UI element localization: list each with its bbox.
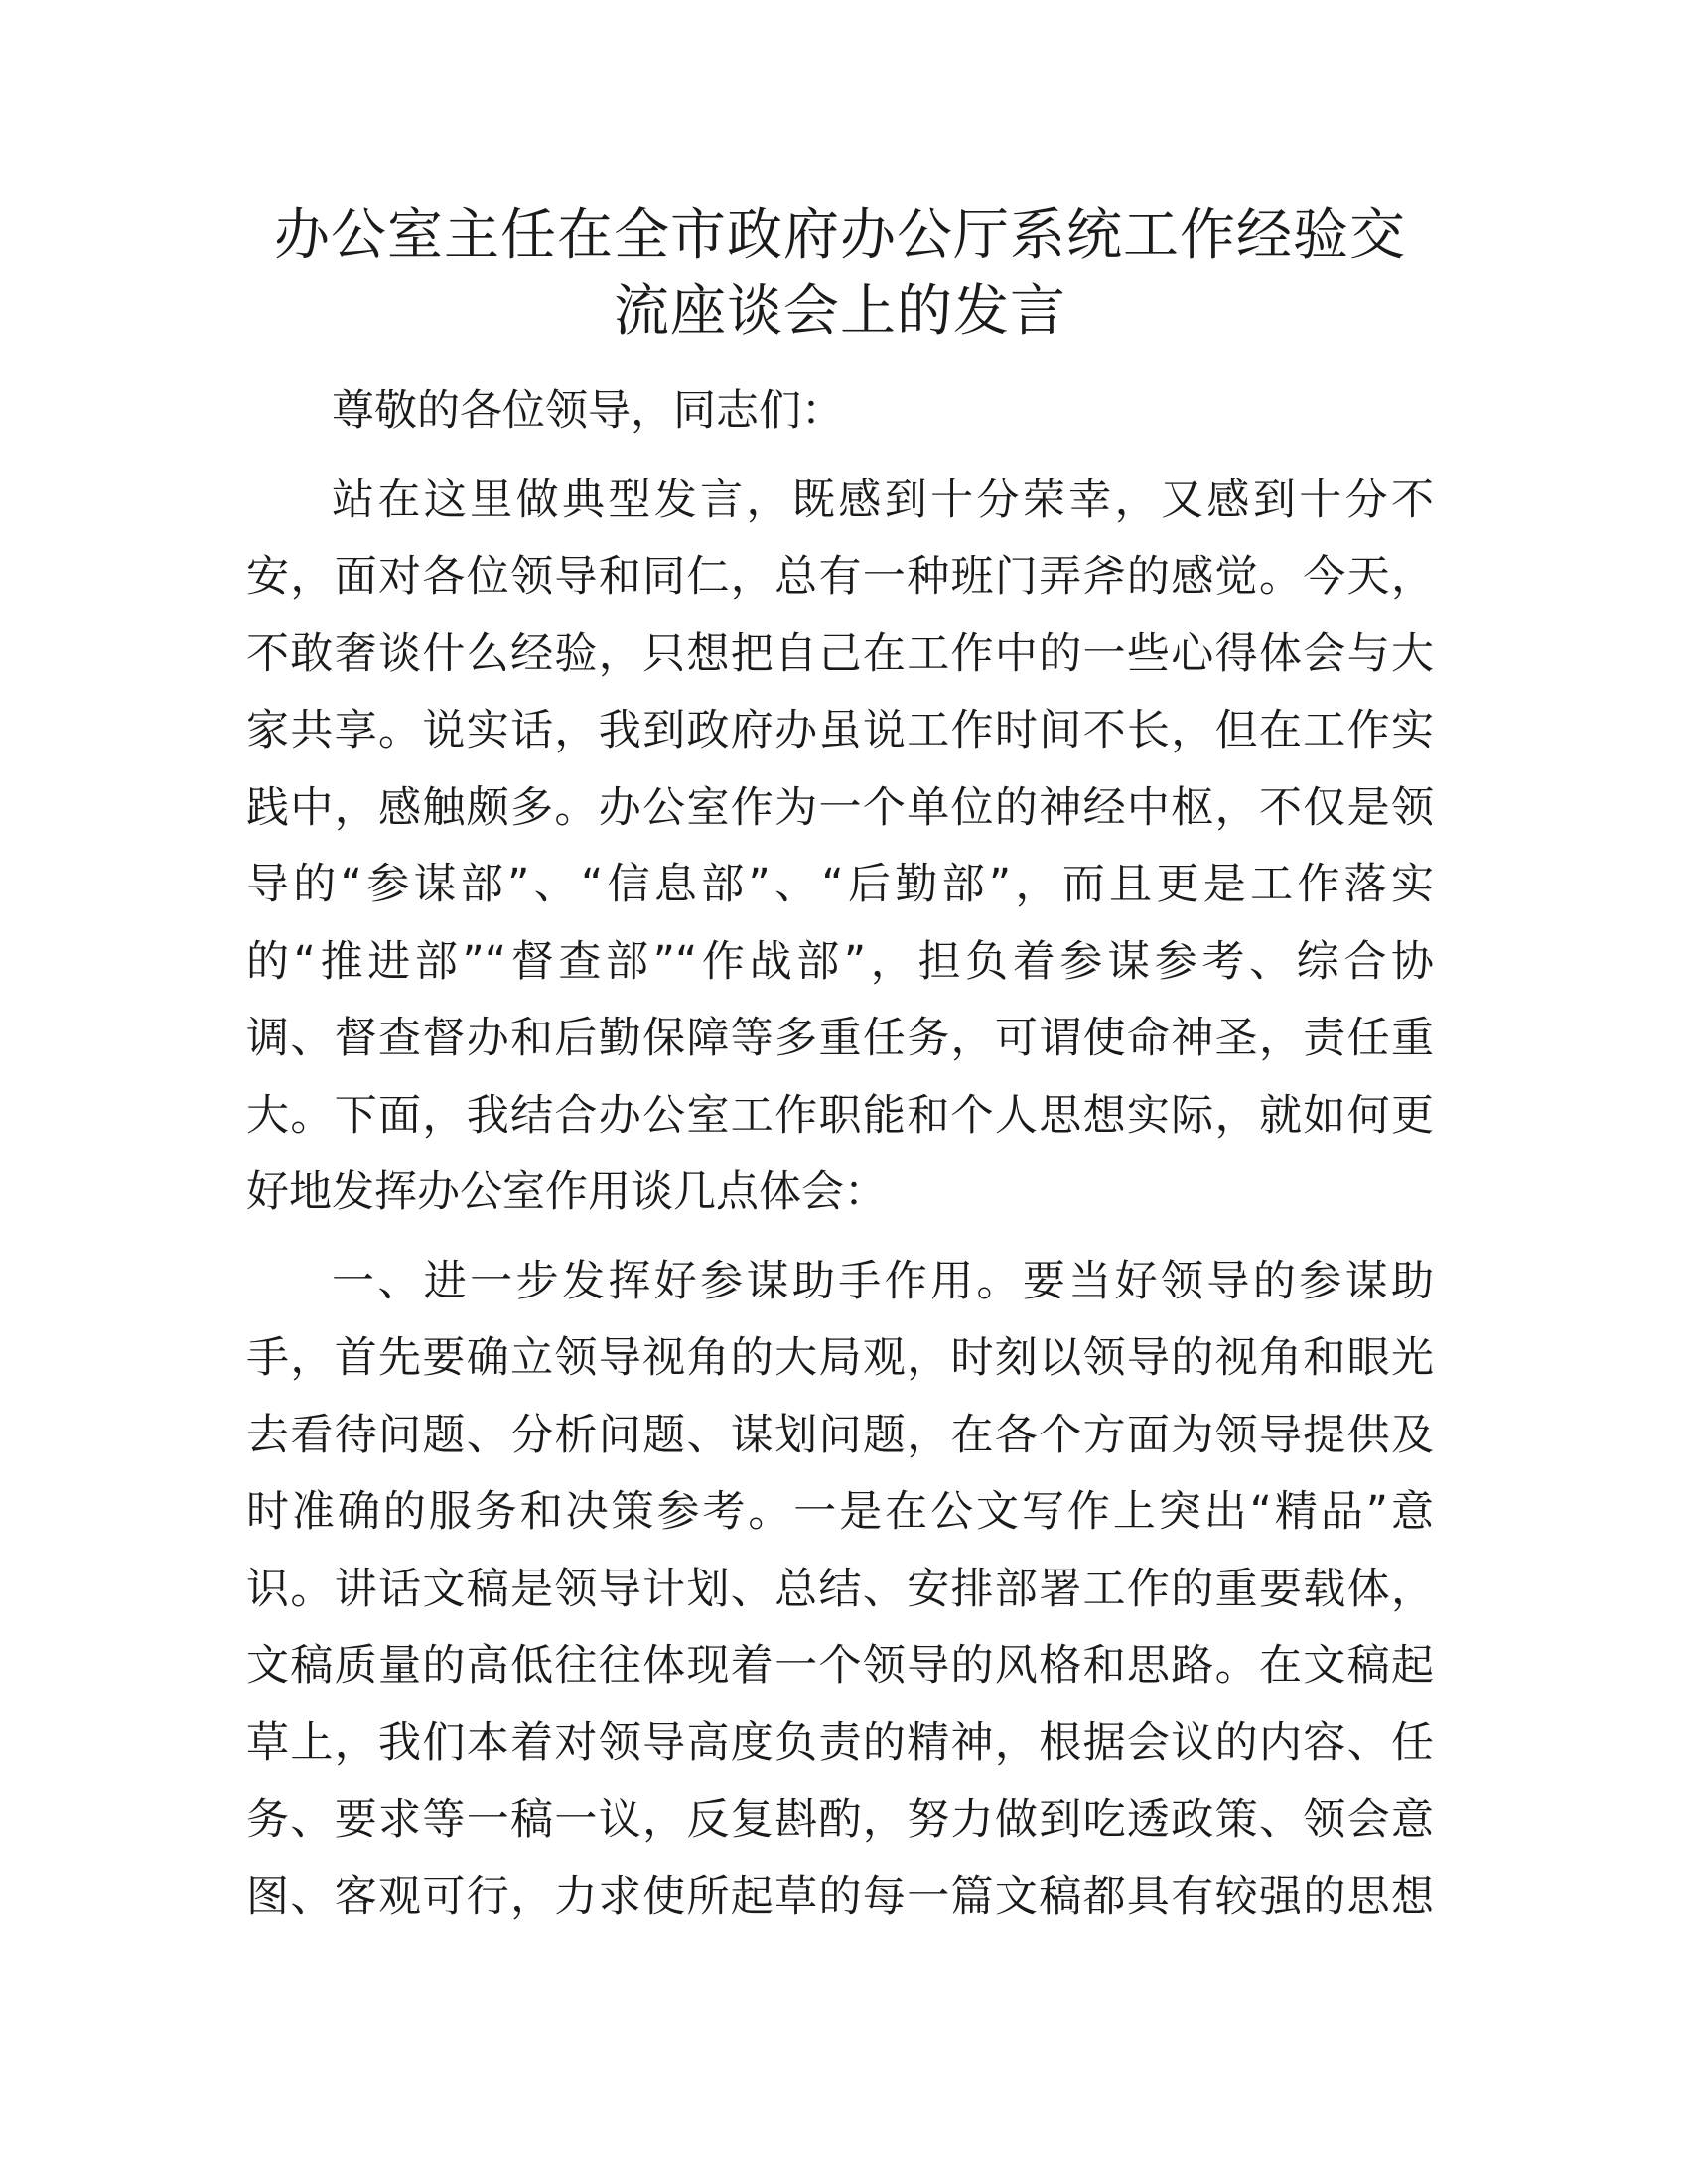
paragraph-line: 尊敬的各位领导，同志们： bbox=[332, 386, 844, 436]
document-title bbox=[246, 199, 1434, 349]
paragraph-line: 时准确的服务和决策参考。一是在公文写作上突出“精品”意 bbox=[246, 1487, 1434, 1537]
paragraph-line: 大。下面，我结合办公室工作职能和个人思想实际，就如何更 bbox=[246, 1090, 1434, 1141]
paragraph-line: 文稿质量的高低往往体现着一个领导的风格和思路。在文稿起 bbox=[246, 1641, 1434, 1691]
paragraph-line: 的“推进部”“督查部”“作战部”，担负着参谋参考、综合协 bbox=[246, 936, 1434, 987]
paragraph-line: 图、客观可行，力求使所起草的每一篇文稿都具有较强的思想 bbox=[246, 1871, 1434, 1922]
paragraph-line: 一、进一步发挥好参谋助手作用。要当好领导的参谋助 bbox=[332, 1256, 1434, 1306]
paragraph-line: 家共享。说实话，我到政府办虽说工作时间不长，但在工作实 bbox=[246, 706, 1434, 755]
paragraph-line: 安，面对各位领导和同仁，总有一种班门弄斧的感觉。今天， bbox=[246, 552, 1434, 602]
paragraph-line: 站在这里做典型发言，既感到十分荣幸，又感到十分不 bbox=[332, 475, 1434, 525]
paragraph-line: 识。讲话文稿是领导计划、总结、安排部署工作的重要载体， bbox=[246, 1564, 1434, 1614]
paragraph-line: 手，首先要确立领导视角的大局观，时刻以领导的视角和眼光 bbox=[246, 1333, 1434, 1383]
paragraph-line: 不敢奢谈什么经验，只想把自己在工作中的一些心得体会与大 bbox=[246, 628, 1434, 679]
paragraph-line: 好地发挥办公室作用谈几点体会： bbox=[246, 1167, 887, 1217]
paragraph-line: 调、督查督办和后勤保障等多重任务，可谓使命神圣，责任重 bbox=[246, 1014, 1434, 1063]
document-page bbox=[246, 199, 1434, 1948]
intro-paragraph bbox=[246, 463, 1434, 1232]
title-line-2: 流座谈会上的发言 bbox=[614, 279, 1066, 343]
paragraph-line: 去看待问题、分析问题、谋划问题，在各个方面为领导提供及 bbox=[246, 1410, 1434, 1460]
paragraph-line: 践中，感触颇多。办公室作为一个单位的神经中枢，不仅是领 bbox=[246, 782, 1434, 833]
section-one-paragraph bbox=[246, 1244, 1434, 1937]
title-line-1: 办公室主任在全市政府办公厅系统工作经验交 bbox=[274, 204, 1406, 268]
paragraph-line: 草上，我们本着对领导高度负责的精神，根据会议的内容、任 bbox=[246, 1717, 1434, 1768]
salutation-paragraph bbox=[246, 373, 1434, 451]
paragraph-line: 导的“参谋部”、“信息部”、“后勤部”，而且更是工作落实 bbox=[246, 860, 1434, 909]
paragraph-line: 务、要求等一稿一议，反复斟酌，努力做到吃透政策、领会意 bbox=[246, 1795, 1434, 1844]
